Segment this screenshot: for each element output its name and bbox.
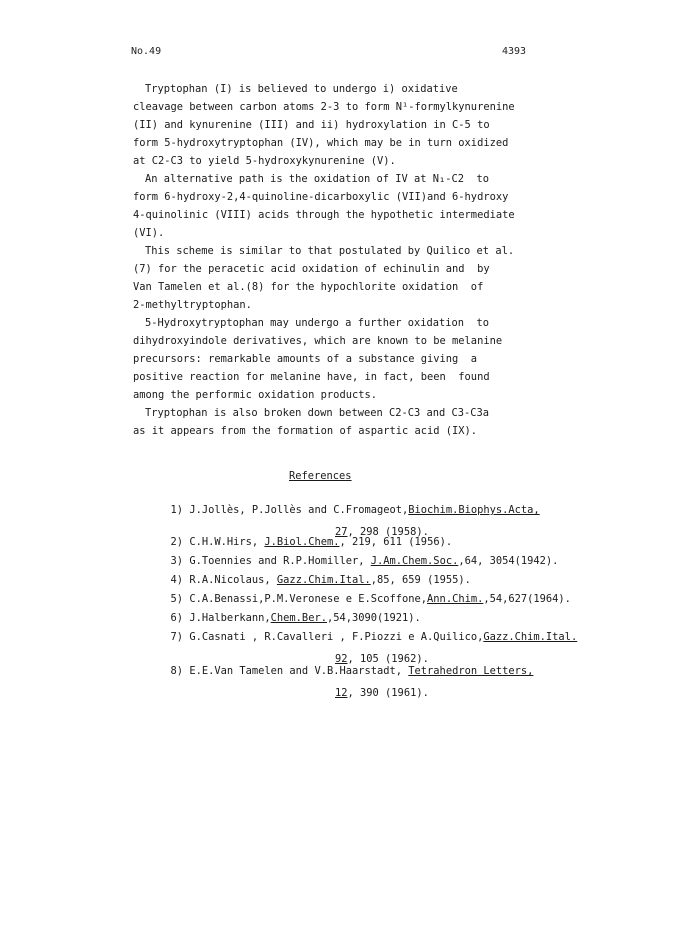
text-line: among the performic oxidation products.: [133, 389, 377, 401]
text-line: Tryptophan is also broken down between C2-C3 and C3-C3a: [145, 407, 490, 419]
paragraph: [133, 404, 553, 440]
text-line: (7) for the peracetic acid oxidation of echinulin and by: [133, 263, 490, 275]
reference-item: 1) J.Jollès, P.Jollès and C.Fromageot,Biochim.Biophys.Acta, 27, 298 (1958).: [170, 504, 540, 538]
text-line: form 5-hydroxytryptophan (IV), which may be in turn oxidized: [133, 137, 509, 149]
text-line: Van Tamelen et al.(8) for the hypochlorite oxidation of: [133, 281, 484, 293]
text-line: 2-methyltryptophan.: [133, 299, 252, 311]
text-line: precursors: remarkable amounts of a substance giving a: [133, 353, 478, 365]
text-line: cleavage between carbon atoms 2-3 to form N¹-formylkynurenine: [133, 101, 515, 113]
paragraph: [133, 242, 553, 314]
text-line: Tryptophan (I) is believed to undergo i) oxidative: [145, 83, 458, 95]
text-line: at C2-C3 to yield 5-hydroxykynurenine (V).: [133, 155, 396, 167]
reference-item: 8) E.E.Van Tamelen and V.B.Haarstadt, Tetrahedron Letters, 12, 390 (1961).: [170, 665, 534, 699]
text-line: positive reaction for melanine have, in fact, been found: [133, 371, 490, 383]
text-line: (II) and kynurenine (III) and ii) hydroxylation in C-5 to: [133, 119, 490, 131]
reference-item: 7) G.Casnati , R.Cavalleri , F.Piozzi e A.Quilico,Gazz.Chim.Ital. 92, 105 (1962).: [170, 631, 578, 665]
text-line: This scheme is similar to that postulated by Quilico et al.: [145, 245, 515, 257]
text-line: form 6-hydroxy-2,4-quinoline-dicarboxylic (VII)and 6-hydroxy: [133, 191, 509, 203]
text-line: 4-quinolinic (VIII) acids through the hypothetic intermediate: [133, 209, 515, 221]
text-line: 5-Hydroxytryptophan may undergo a further oxidation to: [145, 317, 490, 329]
page-number: 4393: [502, 46, 527, 57]
paragraph: [133, 314, 553, 404]
paragraph: [133, 80, 553, 170]
references-heading: References: [289, 470, 352, 482]
reference-item: 3) G.Toennies and R.P.Homiller, J.Am.Chem.Soc.,64, 3054(1942).: [170, 555, 559, 567]
text-line: An alternative path is the oxidation of IV at N₁-C2 to: [145, 173, 490, 185]
text-line: dihydroxyindole derivatives, which are known to be melanine: [133, 335, 503, 347]
journal-number: No.49: [131, 46, 162, 57]
reference-item: 4) R.A.Nicolaus, Gazz.Chim.Ital.,85, 659 (1955).: [170, 574, 471, 586]
body-text: [133, 80, 553, 440]
text-line: as it appears from the formation of aspartic acid (IX).: [133, 425, 478, 437]
reference-item: 6) J.Halberkann,Chem.Ber.,54,3090(1921).: [170, 612, 421, 624]
text-line: (VI).: [133, 227, 165, 239]
reference-item: 5) C.A.Benassi,P.M.Veronese e E.Scoffone,Ann.Chim.,54,627(1964).: [170, 593, 571, 605]
reference-item: 2) C.H.W.Hirs, J.Biol.Chem., 219, 611 (1956).: [170, 536, 453, 548]
paragraph: [133, 170, 553, 242]
